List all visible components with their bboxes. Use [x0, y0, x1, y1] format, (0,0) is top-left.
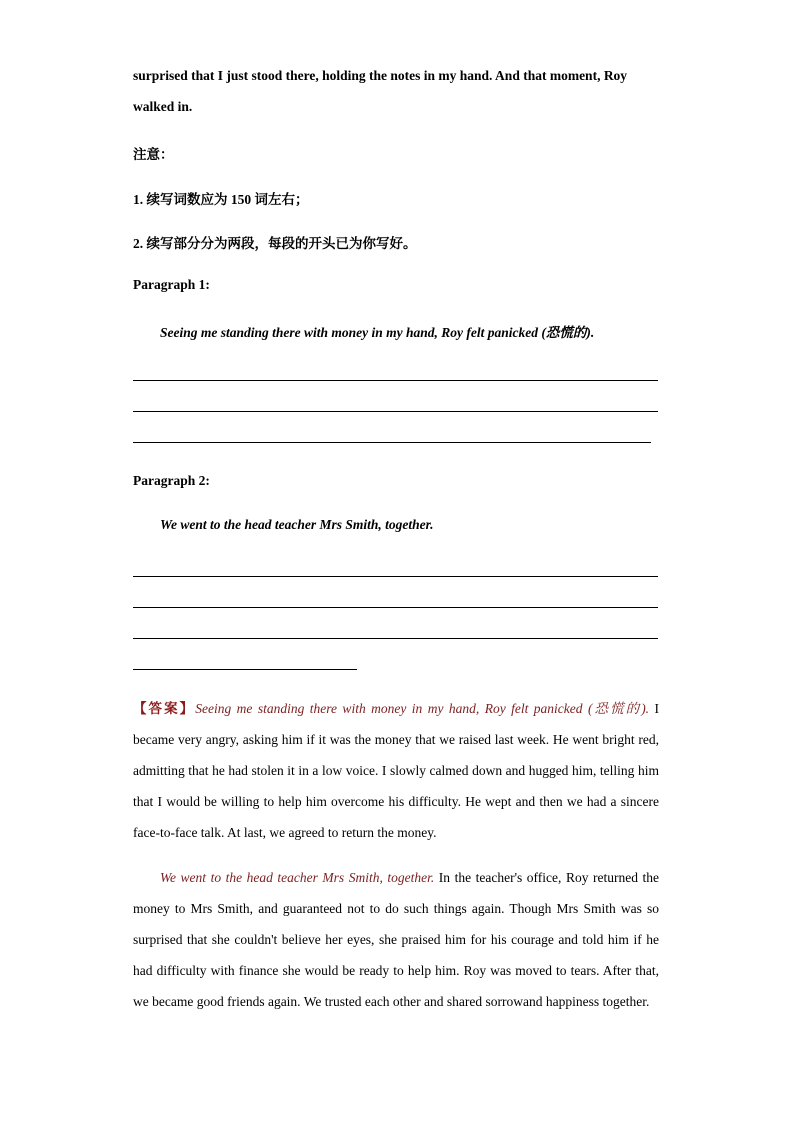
story-text-line: walked in. [133, 99, 193, 114]
answer-paragraph-1 [133, 693, 659, 848]
answer-paragraph-2 [133, 862, 659, 1017]
note-item-1: 1. 续写词数应为 150 词左右； [133, 192, 309, 207]
paragraph1-label: Paragraph 1: [133, 277, 210, 292]
note-item-2: 2. 续写部分分为两段，每段的开头已为你写好。 [133, 236, 417, 251]
writing-line [133, 607, 658, 608]
paragraph1-opening: Seeing me standing there with money in my hand, Roy felt panicked (恐慌的). [160, 325, 595, 340]
story-text-line: surprised that I just stood there, holding the notes in my hand. And that moment, Roy [133, 68, 628, 83]
writing-line [133, 669, 357, 670]
writing-line [133, 638, 658, 639]
answer-p1-opening: Seeing me standing there with money in my hand, Roy felt panicked (恐慌的). [195, 701, 650, 716]
notes-heading: 注意： [133, 147, 174, 162]
answer-p2-opening: We went to the head teacher Mrs Smith, together. [160, 870, 435, 885]
writing-line [133, 411, 658, 412]
paragraph2-label: Paragraph 2: [133, 473, 210, 488]
answer-tag: 【答案】 [133, 701, 196, 716]
writing-line [133, 442, 651, 443]
writing-line [133, 380, 658, 381]
answer-p1-body: I became very angry, asking him if it was the money that we raised last week. He went bright red, admitting that he had stolen it in a low voice. I slowly calmed down and hugged him, telling him that I would be willing to help him overcome his difficulty. He wept and then we had a sincere face-to-face talk. At last, we agreed to return the money. [133, 701, 659, 840]
paragraph2-opening: We went to the head teacher Mrs Smith, together. [160, 517, 434, 532]
answer-p2-body: In the teacher's office, Roy returned the money to Mrs Smith, and guaranteed not to do such things again. Though Mrs Smith was so surprised that she couldn't believe her eyes, she praised him for his courage and told him if he had difficulty with finance she would be ready to help him. Roy was moved to tears. After that, we became good friends again. We trusted each other and shared sorrowand happiness together. [133, 870, 659, 1009]
writing-line [133, 576, 658, 577]
